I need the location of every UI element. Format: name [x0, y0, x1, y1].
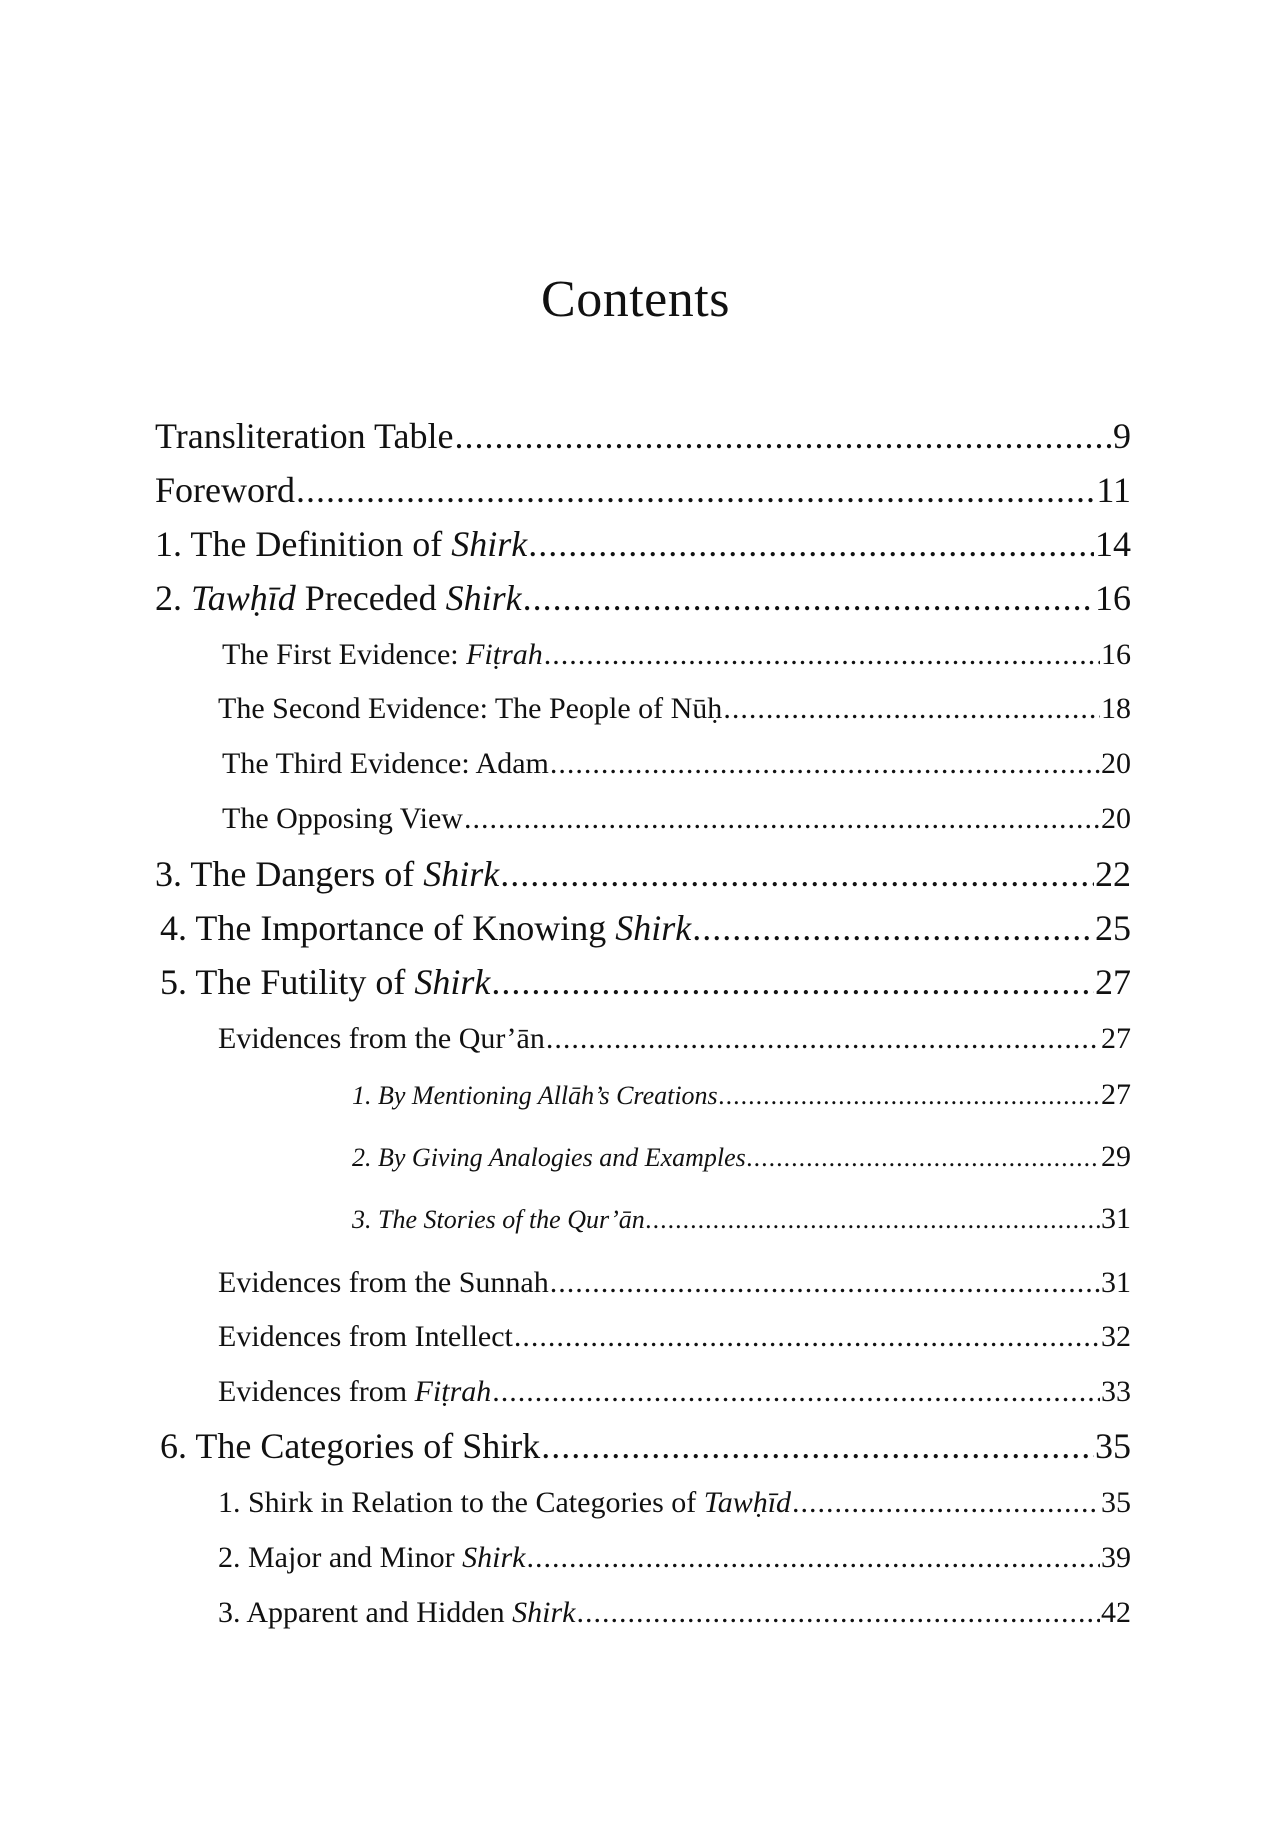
toc-entry-third-evidence	[222, 745, 1131, 783]
toc-page-number: 20	[1101, 802, 1131, 835]
toc-entry-opposing-view	[222, 800, 1131, 838]
toc-page-number: 31	[1101, 1202, 1131, 1235]
dot-leader	[550, 1264, 1100, 1302]
toc-entry-label: 2. Tawḥīd Preceded Shirk	[155, 578, 522, 618]
toc-entry-second-evidence	[218, 690, 1131, 728]
toc-entry-major-minor-shirk	[218, 1539, 1131, 1577]
toc-entry-label: 3. The Stories of the Qur’ān	[352, 1205, 645, 1234]
toc-entry-label: Evidences from Fiṭrah	[218, 1375, 492, 1408]
toc-entry-label: 1. The Definition of Shirk	[155, 524, 528, 564]
toc-page-number: 31	[1101, 1266, 1131, 1299]
toc-page-number: 27	[1101, 1078, 1131, 1111]
dot-leader	[792, 1484, 1100, 1522]
dot-leader	[523, 576, 1094, 620]
toc-entry-chapter-1	[155, 522, 1131, 566]
toc-entry-label: Transliteration Table	[155, 416, 454, 456]
toc-entry-label: The First Evidence: Fiṭrah	[222, 638, 543, 671]
toc-entry-first-evidence	[222, 636, 1131, 674]
toc-page-number: 20	[1101, 747, 1131, 780]
toc-entry-label: 4. The Importance of Knowing Shirk	[160, 908, 692, 948]
toc-page-number: 33	[1101, 1375, 1131, 1408]
toc-page-number: 16	[1095, 578, 1131, 618]
toc-entry-chapter-4	[160, 906, 1131, 950]
dot-leader	[550, 745, 1100, 783]
toc-entry-evidences-sunnah	[218, 1264, 1131, 1302]
toc-entry-apparent-hidden-shirk	[218, 1594, 1131, 1632]
dot-leader	[464, 800, 1100, 838]
toc-entry-evidences-quran	[218, 1020, 1131, 1058]
toc-entry-label: 3. The Dangers of Shirk	[155, 854, 500, 894]
toc-entry-quran-creations	[352, 1078, 1131, 1113]
dot-leader	[723, 690, 1100, 728]
dot-leader	[526, 1539, 1100, 1577]
toc-entry-label: 2. By Giving Analogies and Examples	[352, 1143, 746, 1172]
toc-page-number: 9	[1113, 416, 1131, 456]
dot-leader	[747, 1141, 1100, 1175]
toc-entry-categories-tawhid	[218, 1484, 1131, 1522]
toc-page-number: 11	[1096, 470, 1131, 510]
dot-leader	[491, 960, 1094, 1004]
toc-page-number: 35	[1095, 1426, 1131, 1466]
toc-entry-label: Evidences from Intellect	[218, 1320, 513, 1353]
toc-entry-quran-analogies	[352, 1140, 1131, 1175]
toc-entry-label: The Second Evidence: The People of Nūḥ	[218, 692, 723, 725]
toc-entry-transliteration-table	[155, 414, 1131, 458]
toc-entry-label: The Third Evidence: Adam	[222, 747, 549, 780]
toc-page-number: 32	[1101, 1320, 1131, 1353]
dot-leader	[719, 1079, 1100, 1113]
toc-page-number: 27	[1095, 962, 1131, 1002]
toc-entry-label: 1. By Mentioning Allāh’s Creations	[352, 1081, 718, 1110]
dot-leader	[546, 1020, 1100, 1058]
dot-leader	[646, 1203, 1100, 1237]
toc-page-number: 42	[1101, 1596, 1131, 1629]
toc-entry-label: 6. The Categories of Shirk	[160, 1426, 541, 1466]
toc-page-number: 18	[1101, 692, 1131, 725]
toc-page-number: 22	[1095, 854, 1131, 894]
toc-entry-chapter-6	[160, 1424, 1131, 1468]
dot-leader	[541, 1424, 1094, 1468]
toc-page-number: 39	[1101, 1541, 1131, 1574]
toc-entry-label: 5. The Futility of Shirk	[160, 962, 491, 1002]
toc-entry-label: Evidences from the Sunnah	[218, 1266, 549, 1299]
toc-entry-chapter-2	[155, 576, 1131, 620]
toc-page-number: 29	[1101, 1140, 1131, 1173]
toc-page-number: 27	[1101, 1022, 1131, 1055]
dot-leader	[528, 522, 1094, 566]
toc-entry-label: Foreword	[155, 470, 295, 510]
toc-entry-chapter-5	[160, 960, 1131, 1004]
dot-leader	[454, 414, 1112, 458]
toc-page-number: 16	[1101, 638, 1131, 671]
toc-entry-evidences-fitrah	[218, 1373, 1131, 1411]
toc-entry-label: 2. Major and Minor Shirk	[218, 1541, 526, 1574]
dot-leader	[492, 1373, 1100, 1411]
page-title: Contents	[541, 271, 730, 328]
toc-page-number: 14	[1095, 524, 1131, 564]
toc-entry-label: The Opposing View	[222, 802, 463, 835]
toc-entry-foreword	[155, 468, 1131, 512]
dot-leader	[500, 852, 1094, 896]
dot-leader	[296, 468, 1095, 512]
toc-entry-evidences-intellect	[218, 1318, 1131, 1356]
toc-entry-label: Evidences from the Qur’ān	[218, 1022, 545, 1055]
dot-leader	[692, 906, 1094, 950]
toc-entry-label: 1. Shirk in Relation to the Categories of Tawḥīd	[218, 1486, 792, 1519]
toc-page-number: 35	[1101, 1486, 1131, 1519]
toc-entry-label: 3. Apparent and Hidden Shirk	[218, 1596, 576, 1629]
toc-page-number: 25	[1095, 908, 1131, 948]
dot-leader	[544, 636, 1100, 674]
toc-entry-chapter-3	[155, 852, 1131, 896]
toc-entry-quran-stories	[352, 1202, 1131, 1237]
dot-leader	[576, 1594, 1100, 1632]
dot-leader	[514, 1318, 1100, 1356]
